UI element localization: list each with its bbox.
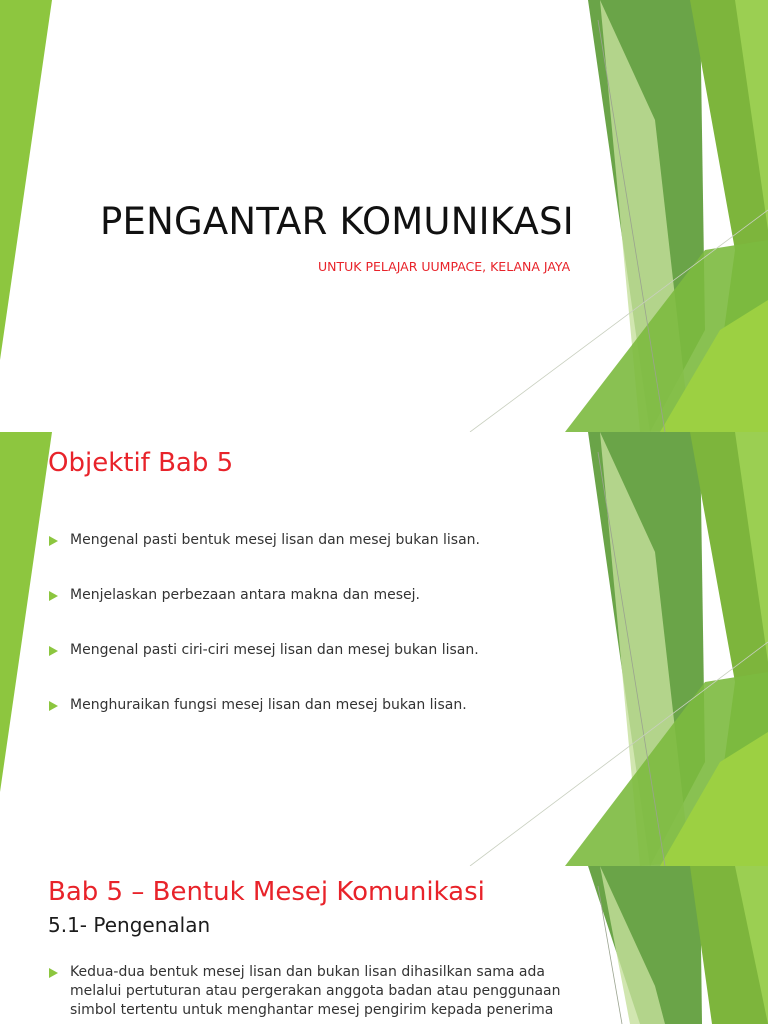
bullet-arrow-icon	[49, 591, 58, 601]
objective-list	[48, 531, 568, 715]
list-item-text: Menjelaskan perbezaan antara makna dan mesej.	[70, 587, 420, 603]
list-item-text: Menghuraikan fungsi mesej lisan dan mesej bukan lisan.	[70, 697, 467, 713]
slide-title-heading: PENGANTAR KOMUNIKASI	[100, 200, 574, 243]
slide-bab-5	[0, 866, 768, 1024]
list-item	[48, 586, 568, 605]
slide-heading: Objektif Bab 5	[48, 448, 234, 478]
list-item-text: Mengenal pasti bentuk mesej lisan dan mesej bukan lisan.	[70, 532, 480, 548]
intro-list	[48, 963, 588, 1020]
list-item	[48, 641, 568, 660]
list-item	[48, 531, 568, 550]
bullet-arrow-icon	[49, 968, 58, 978]
list-item-text: Kedua-dua bentuk mesej lisan dan bukan lisan dihasilkan sama ada melalui pertuturan atau pergerakan anggota badan atau penggunaan simbol tertentu untuk menghantar mesej pengirim kepada penerima	[70, 964, 561, 1018]
bullet-arrow-icon	[49, 646, 58, 656]
slide-objectives	[0, 432, 768, 866]
list-item	[48, 963, 588, 1020]
slide-title	[0, 0, 768, 432]
bullet-arrow-icon	[49, 701, 58, 711]
list-item	[48, 696, 568, 715]
slide-heading: Bab 5 – Bentuk Mesej Komunikasi	[48, 877, 485, 907]
bullet-arrow-icon	[49, 536, 58, 546]
slide-subheading: 5.1- Pengenalan	[48, 913, 211, 937]
list-item-text: Mengenal pasti ciri-ciri mesej lisan dan mesej bukan lisan.	[70, 642, 479, 658]
slide-subtitle: UNTUK PELAJAR UUMPACE, KELANA JAYA	[318, 259, 571, 274]
